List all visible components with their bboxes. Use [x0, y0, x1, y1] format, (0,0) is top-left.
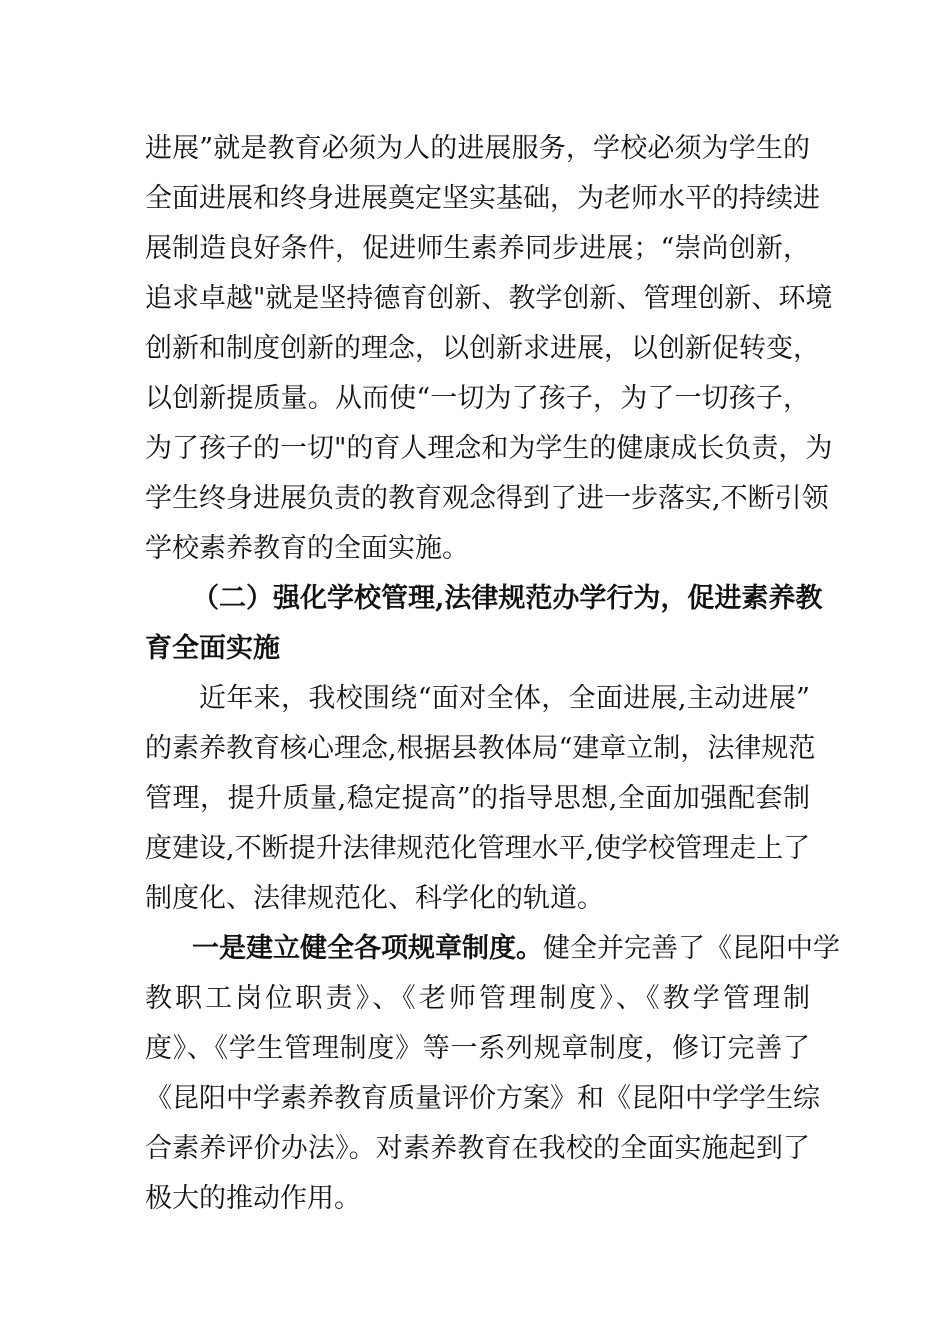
heading-line: 育全面实施: [145, 633, 280, 664]
text-line: 《昆阳中学素养教育质量评价方案》和《昆阳中学学生综: [145, 1083, 820, 1114]
text-line: 度》、《学生管理制度》等一系列规章制度，修订完善了: [145, 1033, 810, 1064]
text-line: 学生终身进展负责的教育观念得到了进一步落实,不断引领: [145, 483, 829, 514]
text-line: 极大的推动作用。: [145, 1183, 361, 1214]
text-line: 制度化、法律规范化、科学化的轨道。: [145, 883, 604, 914]
text-line: 教职工岗位职责》、《老师管理制度》、《教学管理制: [145, 983, 810, 1014]
text-line: 的素养教育核心理念,根据县教体局“建章立制，法律规范: [145, 733, 816, 764]
text-line: 为了孩子的一切"的育人理念和为学生的健康成长负责，为: [145, 433, 833, 464]
text-line: 以创新提质量。从而使“一切为了孩子，为了一切孩子，: [145, 383, 810, 414]
text-line: 合素养评价办法》。对素养教育在我校的全面实施起到了: [145, 1133, 810, 1164]
text-line: 展制造良好条件，促进师生素养同步进展；“崇尚创新，: [145, 233, 810, 264]
text-line: 创新和制度创新的理念，以创新求进展，以创新促转变，: [145, 333, 820, 364]
paragraph-lead: 一是建立健全各项规章制度。: [192, 933, 543, 964]
text-line: 进展”就是教育必须为人的进展服务，学校必须为学生的: [145, 133, 810, 164]
heading-line: （二）强化学校管理,法律规范办学行为，促进素养教: [192, 583, 823, 614]
text-line: 学校素养教育的全面实施。: [145, 533, 469, 564]
paragraph-lead-rest: 健全并完善了《昆阳中学: [543, 933, 840, 964]
text-line: 近年来，我校围绕“面对全体，全面进展,主动进展”: [199, 683, 810, 714]
text-line: 全面进展和终身进展奠定坚实基础，为老师水平的持续进: [145, 183, 820, 214]
text-line: 追求卓越"就是坚持德育创新、教学创新、管理创新、环境: [145, 283, 833, 314]
text-line: 管理，提升质量,稳定提高”的指导思想,全面加强配套制: [145, 783, 810, 814]
text-line: [192, 931, 840, 967]
text-line: 度建设,不断提升法律规范化管理水平,使学校管理走上了: [145, 833, 811, 864]
